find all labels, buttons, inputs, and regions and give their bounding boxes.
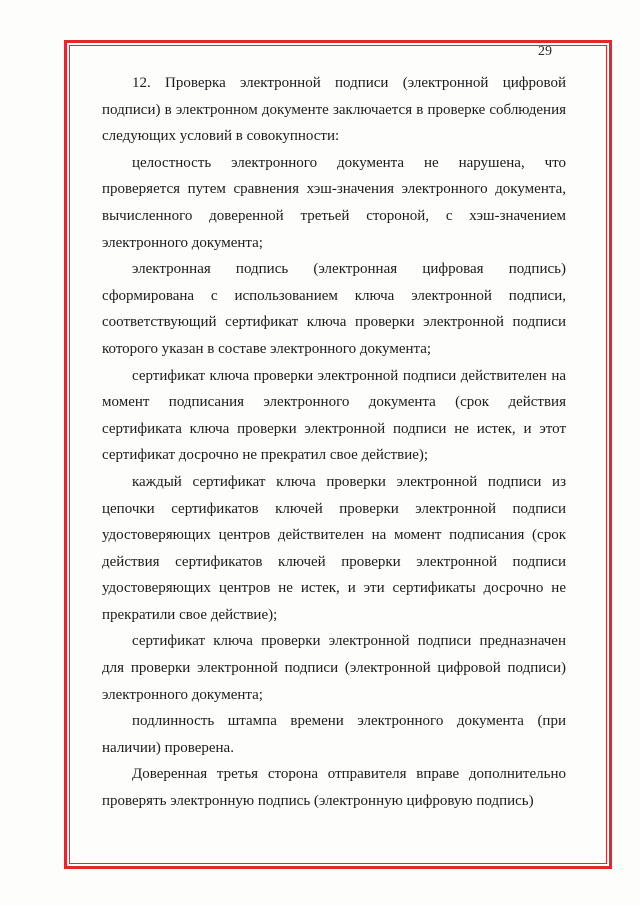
- paragraph-certificate-purpose: сертификат ключа проверки электронной подписи предназначен для проверки электронной подписи (электронной цифровой подписи) электронного документа;: [102, 633, 566, 703]
- paragraph-integrity: целостность электронного документа не нарушена, что проверяется путем сравнения хэш-значения электронного документа, вычисленного доверенной третьей стороной, с хэш-значением электронного документа;: [102, 154, 566, 251]
- paragraph-trusted-third-party: Доверенная третья сторона отправителя вправе дополнительно проверять электронную подпись (электронную цифровую подпись): [102, 766, 566, 810]
- document-body: [102, 70, 566, 815]
- paragraph-verification-conditions: 12. Проверка электронной подписи (электронной цифровой подписи) в электронном документе заключается в проверке соблюдения следующих условий в совокупности:: [102, 75, 566, 145]
- paragraph-certificate-valid: сертификат ключа проверки электронной подписи действителен на момент подписания электронного документа (срок действия сертификата ключа проверки электронной подписи не истек, и этот сертификат досрочно не прекратил свое действие);: [102, 367, 566, 464]
- paragraph-signature-formed: электронная подпись (электронная цифровая подпись) сформирована с использованием ключа электронной подписи, соответствующий сертификат ключа проверки электронной подписи которого указан в составе электронного документа;: [102, 261, 566, 357]
- paragraph-timestamp: подлинность штампа времени электронного документа (при наличии) проверена.: [102, 713, 566, 756]
- paragraph-certificate-chain: каждый сертификат ключа проверки электронной подписи из цепочки сертификатов ключей проверки электронной подписи удостоверяющих центров действителен на момент подписания (срок действия сертификатов ключей проверки электронной подписи удостоверяющих центров не истек, и эти сертификаты досрочно не прекратили свое действие);: [102, 473, 566, 623]
- page-number: 29: [538, 44, 552, 59]
